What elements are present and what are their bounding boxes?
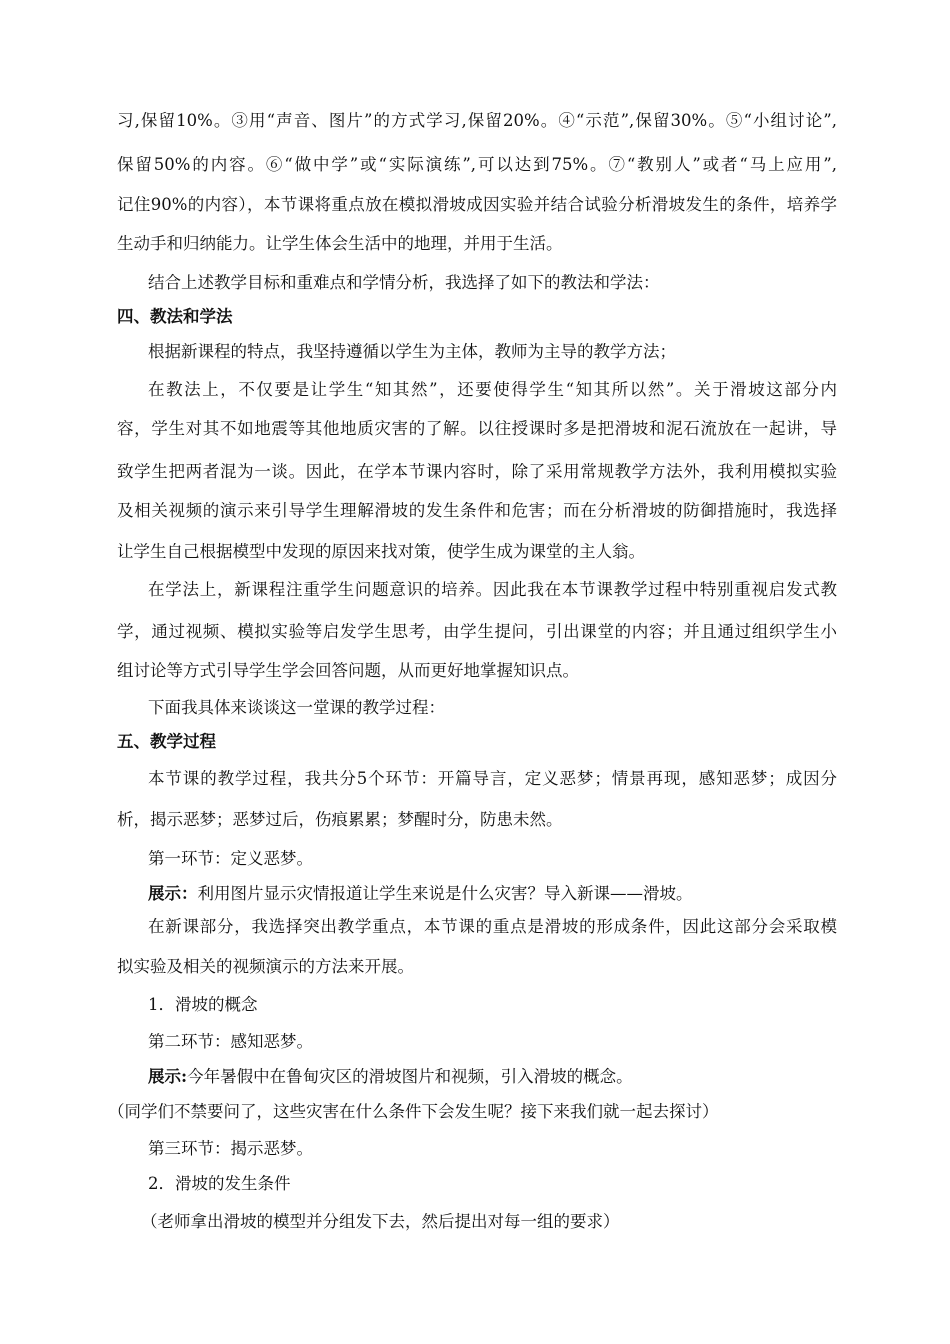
paragraph-line: 结合上述教学目标和重难点和学情分析，我选择了如下的教法和学法： [148,273,660,292]
paragraph-line: 根据新课程的特点，我坚持遵循以学生为主体，教师为主导的教学方法； [148,342,676,361]
paragraph-line: 生动手和归纳能力。让学生体会生活中的地理，并用于生活。 [117,234,563,253]
paragraph-line: 及相关视频的演示来引导学生理解滑坡的发生条件和危害；而在分析滑坡的防御措施时，我选择 [117,501,837,520]
paragraph-line: 第二环节：感知恶梦。 [148,1032,313,1051]
paragraph-line: 本节课的教学过程，我共分5个环节：开篇导言，定义恶梦；情景再现，感知恶梦；成因分 [148,769,837,788]
section-heading: 五、教学过程 [117,732,216,751]
paragraph-line: 致学生把两者混为一谈。因此，在学本节课内容时，除了采用常规教学方法外，我利用模拟实验 [117,462,837,481]
paragraph-line: 下面我具体来谈谈这一堂课的教学过程： [148,698,445,717]
paragraph-line: 拟实验及相关的视频演示的方法来开展。 [117,957,414,976]
paragraph-text: 利用图片显示灾情报道让学生来说是什么灾害？导入新课——滑坡。 [197,884,693,903]
paragraph-line: 保留50%的内容。⑥“做中学”或“实际演练”,可以达到75%。⑦“教别人”或者“马上应用”, [117,155,837,174]
paragraph-line: （同学们不禁要问了，这些灾害在什么条件下会发生呢？接下来我们就一起去探讨） [108,1102,719,1121]
paragraph-line [148,883,837,905]
show-label: 展示: [148,1067,188,1086]
paragraph-line: （老师拿出滑坡的模型并分组发下去，然后提出对每一组的要求） [141,1212,620,1231]
paragraph-line: 析，揭示恶梦；恶梦过后，伤痕累累；梦醒时分，防患未然。 [117,810,563,829]
show-label: 展示： [148,884,198,903]
list-heading: 1．滑坡的概念 [148,995,258,1014]
paragraph-line: 在新课部分，我选择突出教学重点，本节课的重点是滑坡的形成条件，因此这部分会采取模 [148,917,837,936]
paragraph-line: 容，学生对其不如地震等其他地质灾害的了解。以往授课时多是把滑坡和泥石流放在一起讲，导 [117,419,837,438]
paragraph-line: 在教法上，不仅要是让学生“知其然”，还要使得学生“知其所以然”。关于滑坡这部分内 [148,380,837,399]
paragraph-line [148,1066,837,1088]
paragraph-line: 组讨论等方式引导学生学会回答问题，从而更好地掌握知识点。 [117,661,579,680]
paragraph-line: 在学法上，新课程注重学生问题意识的培养。因此我在本节课教学过程中特别重视启发式教 [148,580,837,599]
paragraph-text: 今年暑假中在鲁甸灾区的滑坡图片和视频，引入滑坡的概念。 [187,1067,633,1086]
paragraph-line: 让学生自己根据模型中发现的原因来找对策，使学生成为课堂的主人翁。 [117,542,645,561]
section-heading: 四、教法和学法 [117,307,233,326]
paragraph-line: 学，通过视频、模拟实验等启发学生思考，由学生提问，引出课堂的内容；并且通过组织学生小 [117,622,837,641]
list-heading: 2．滑坡的发生条件 [148,1174,291,1193]
paragraph-line: 习,保留10%。③用“声音、图片”的方式学习,保留20%。④“示范”,保留30%。⑤“小组讨论”, [117,111,837,130]
paragraph-line: 第三环节：揭示恶梦。 [148,1139,313,1158]
paragraph-line: 第一环节：定义恶梦。 [148,849,313,868]
paragraph-line: 记住90%的内容），本节课将重点放在模拟滑坡成因实验并结合试验分析滑坡发生的条件，培养学 [117,195,837,214]
